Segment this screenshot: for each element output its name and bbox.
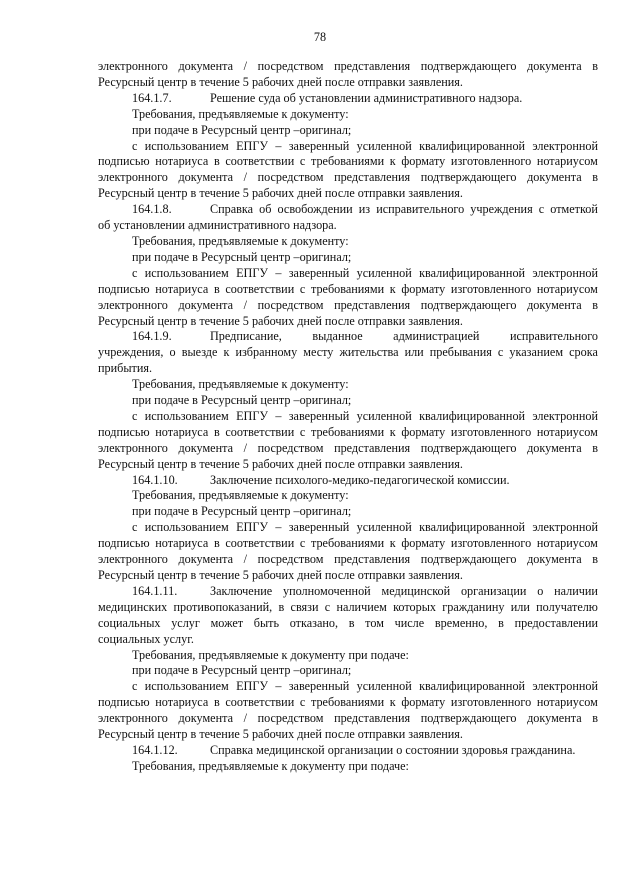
text-line [98, 170, 598, 186]
line-text: Требования, предъявляемые к документу: [132, 233, 349, 248]
line-text: Справка об освобождении из исправительного учреждения с отметкой [210, 202, 598, 217]
line-text: прибытия. [98, 361, 153, 376]
line-text: подписью нотариуса в соответствии с требованиями к формату изготовленного нотариусом [98, 424, 598, 439]
line-text: Заключение уполномоченной медицинской организации о наличии [210, 583, 598, 598]
line-text: электронного документа / посредством представления подтверждающего документа в [98, 552, 598, 567]
text-line [98, 75, 598, 91]
line-text: Предписание, выданное администрацией исправительного [210, 329, 598, 344]
text-line [98, 234, 598, 250]
text-line [98, 361, 598, 377]
line-text: электронного документа / посредством представления подтверждающего документа в [98, 711, 598, 726]
text-line [98, 377, 598, 393]
line-text: Ресурсный центр в течение 5 рабочих дней после отправки заявления. [98, 186, 463, 201]
line-text: социальных услуг. [98, 631, 194, 646]
text-line [98, 345, 598, 361]
text-line [98, 59, 598, 75]
line-text: подписью нотариуса в соответствии с требованиями к формату изготовленного нотариусом [98, 695, 598, 710]
text-line [98, 568, 598, 584]
line-text: Ресурсный центр в течение 5 рабочих дней после отправки заявления. [98, 727, 463, 742]
line-text: при подаче в Ресурсный центр –оригинал; [132, 122, 352, 137]
text-line [98, 298, 598, 314]
text-line [98, 154, 598, 170]
line-text: Решение суда об установлении административного надзора. [210, 90, 523, 105]
line-text: с использованием ЕПГУ – заверенный усиленной квалифицированной электронной [132, 408, 598, 423]
text-line [98, 266, 598, 282]
item-number: 164.1.10. [132, 472, 178, 487]
line-text: Требования, предъявляемые к документу при подаче: [132, 758, 409, 773]
text-line [98, 441, 598, 457]
item-heading-line [98, 584, 598, 600]
item-heading-line [98, 473, 598, 489]
text-line [98, 648, 598, 664]
line-text: Требования, предъявляемые к документу: [132, 106, 349, 121]
line-text: при подаче в Ресурсный центр –оригинал; [132, 504, 352, 519]
item-number: 164.1.7. [132, 90, 172, 105]
line-text: Заключение психолого-медико-педагогической комиссии. [210, 472, 510, 487]
line-text: электронного документа / посредством представления подтверждающего документа в [98, 170, 598, 185]
line-text: Ресурсный центр в течение 5 рабочих дней после отправки заявления. [98, 568, 463, 582]
item-heading-line [98, 743, 598, 759]
line-text: при подаче в Ресурсный центр –оригинал; [132, 393, 352, 408]
text-line [98, 457, 598, 473]
text-line [98, 616, 598, 632]
line-text: об установлении административного надзора. [98, 218, 337, 233]
text-line [98, 663, 598, 679]
text-line [98, 282, 598, 298]
line-text: электронного документа / посредством представления подтверждающего документа в [98, 440, 598, 455]
line-text: с использованием ЕПГУ – заверенный усиленной квалифицированной электронной [132, 265, 598, 280]
text-line [98, 186, 598, 202]
line-text: подписью нотариуса в соответствии с требованиями к формату изготовленного нотариусом [98, 281, 598, 296]
text-line [98, 520, 598, 536]
line-text: Ресурсный центр в течение 5 рабочих дней после отправки заявления. [98, 74, 463, 89]
text-line [98, 139, 598, 155]
text-line [98, 393, 598, 409]
document-body [98, 59, 598, 775]
line-text: подписью нотариуса в соответствии с требованиями к формату изготовленного нотариусом [98, 154, 598, 169]
line-text: с использованием ЕПГУ – заверенный усиленной квалифицированной электронной [132, 138, 598, 153]
line-text: с использованием ЕПГУ – заверенный усиленной квалифицированной электронной [132, 679, 598, 694]
text-line [98, 727, 598, 743]
item-number: 164.1.12. [132, 742, 178, 757]
line-text: электронного документа / посредством представления подтверждающего документа в [98, 297, 598, 312]
item-number: 164.1.8. [132, 202, 172, 217]
page-number: 78 [313, 30, 327, 44]
line-text: с использованием ЕПГУ – заверенный усиленной квалифицированной электронной [132, 520, 598, 535]
line-text: подписью нотариуса в соответствии с требованиями к формату изготовленного нотариусом [98, 536, 598, 551]
text-line [98, 504, 598, 520]
item-number: 164.1.11. [132, 583, 178, 598]
text-line [98, 250, 598, 266]
line-text: медицинских противопоказаний, в связи с наличием которых гражданину или получателю [98, 599, 598, 614]
text-line [98, 552, 598, 568]
line-text: социальных услуг может быть отказано, в том числе временно, в предоставлении [98, 615, 598, 630]
line-text: при подаче в Ресурсный центр –оригинал; [132, 249, 352, 264]
item-number: 164.1.9. [132, 329, 172, 344]
line-text: Требования, предъявляемые к документу: [132, 377, 349, 392]
line-text: учреждения, о выезде к избранному месту жительства или пребывания с указанием срока [98, 345, 598, 360]
line-text: Требования, предъявляемые к документу: [132, 488, 349, 503]
text-line [98, 759, 598, 775]
text-line [98, 425, 598, 441]
text-line [98, 123, 598, 139]
text-line [98, 314, 598, 330]
line-text: Ресурсный центр в течение 5 рабочих дней после отправки заявления. [98, 313, 463, 328]
text-line [98, 632, 598, 648]
text-line [98, 218, 598, 234]
text-line [98, 409, 598, 425]
text-line [98, 695, 598, 711]
text-line [98, 536, 598, 552]
item-heading-line [98, 91, 598, 107]
text-line [98, 711, 598, 727]
item-heading-line [98, 202, 598, 218]
text-line [98, 107, 598, 123]
text-line [98, 488, 598, 504]
text-line [98, 679, 598, 695]
line-text: Ресурсный центр в течение 5 рабочих дней после отправки заявления. [98, 456, 463, 471]
line-text: при подаче в Ресурсный центр –оригинал; [132, 663, 352, 678]
item-heading-line [98, 329, 598, 345]
line-text: электронного документа / посредством представления подтверждающего документа в [98, 59, 598, 73]
text-line [98, 600, 598, 616]
line-text: Требования, предъявляемые к документу при подаче: [132, 647, 409, 662]
line-text: Справка медицинской организации о состоянии здоровья гражданина. [210, 742, 576, 757]
